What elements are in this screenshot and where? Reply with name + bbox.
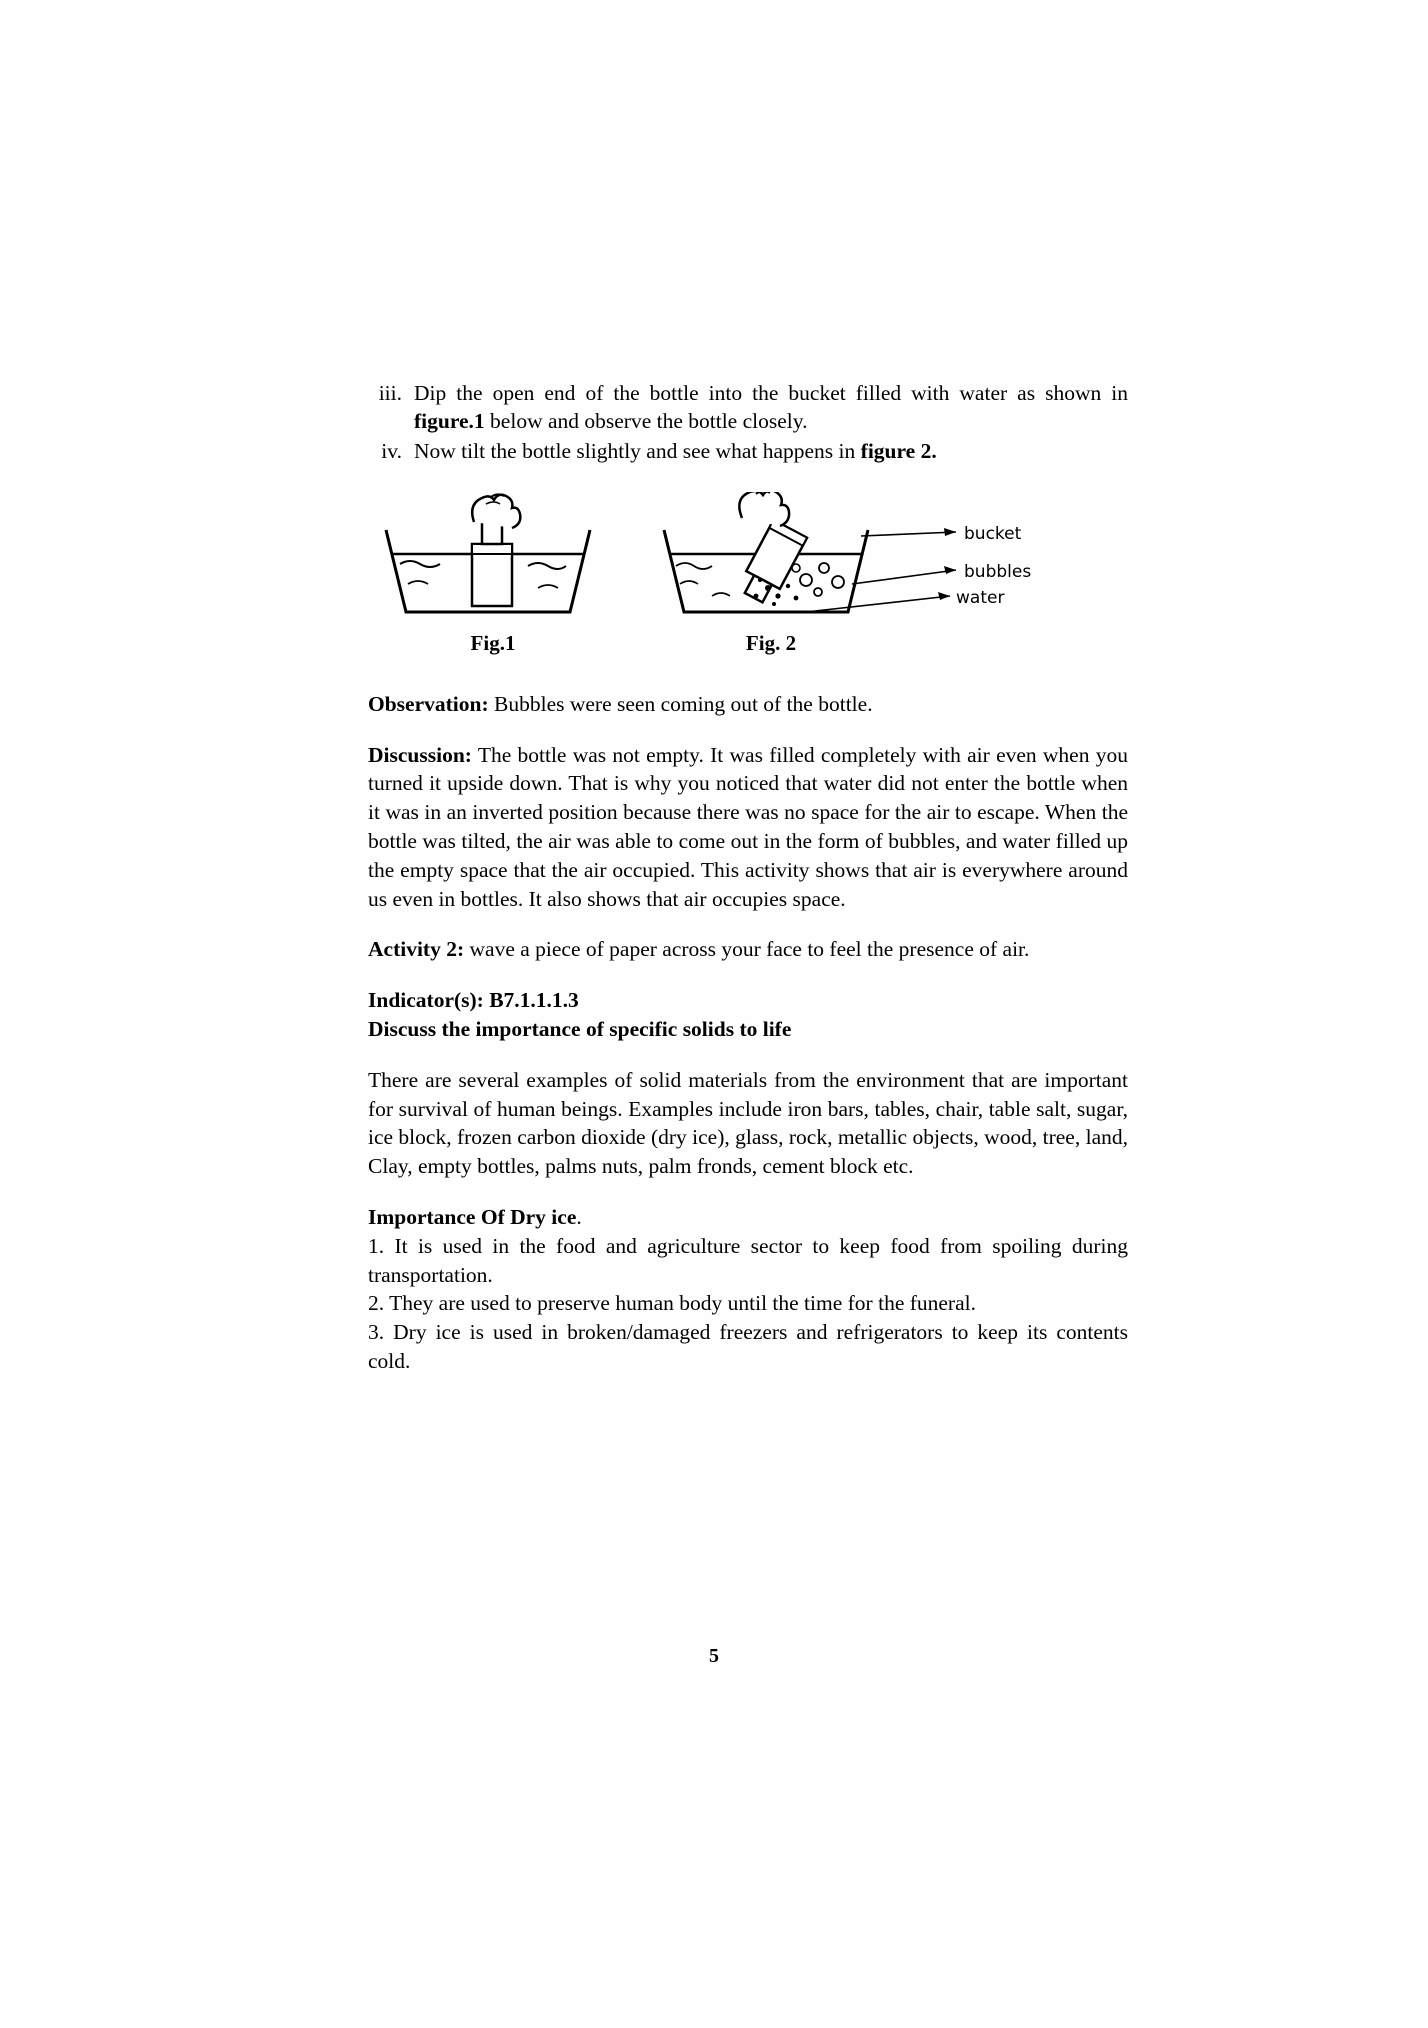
observation-label: Observation: (368, 691, 489, 716)
discussion-text: The bottle was not empty. It was filled completely with air even when you turned it upside down. That is why you noticed that water did not enter the bottle when it was in an inverted position because there was no space for the air to escape. When the bottle was tilted, the air was able to come out in the form of bubbles, and water filled up the empty space that the air occupied. This activity shows that air is everywhere around us even in bottles. It also shows that air occupies space. (368, 742, 1128, 911)
dry-ice-point-2: 2. They are used to preserve human body until the time for the funeral. (368, 1291, 976, 1316)
callout-label-bucket: bucket (964, 523, 1022, 544)
step-emphasis-figure1: figure.1 (414, 408, 485, 433)
discussion-label: Discussion: (368, 742, 472, 767)
discussion-paragraph (368, 741, 1128, 914)
list-item (368, 380, 1128, 436)
indicator-code: Indicator(s): B7.1.1.1.3 (368, 988, 579, 1013)
indicator-line-1 (368, 986, 1128, 1015)
instruction-list (368, 380, 1128, 466)
callout-label-bubbles: bubbles (964, 561, 1032, 582)
list-item (368, 438, 1128, 466)
figure-1-illustration (378, 492, 608, 622)
solids-paragraph: There are several examples of solid materials from the environment that are important for survival of human beings. Examples include iron bars, tables, chair, table salt, sugar, ice block, frozen carbon dioxide (dry ice), glass, rock, metallic objects, wood, tree, land, Clay, empty bottles, palms nuts, palm fronds, cement block etc. (368, 1067, 1128, 1179)
indicator-line-2 (368, 1015, 1128, 1044)
figure-1-caption: Fig.1 (470, 630, 516, 655)
figure-group (368, 492, 1128, 672)
observation-text: Bubbles were seen coming out of the bottle. (488, 691, 873, 716)
activity-2-paragraph (368, 935, 1128, 964)
figure-1 (378, 492, 618, 656)
step-text-b: below and observe the bottle closely. (484, 408, 808, 433)
step-emphasis-figure2: figure 2. (860, 438, 937, 463)
indicator-title: Discuss the importance of specific solids to life (368, 1016, 792, 1041)
list-item-text (414, 438, 1128, 466)
page-content (368, 380, 1128, 1376)
dry-ice-heading-period: . (576, 1204, 582, 1229)
figure-2-illustration (656, 492, 1076, 622)
step-text-c: Now tilt the bottle slightly and see what happens in (414, 438, 861, 463)
list-item-text (414, 380, 1128, 436)
step-text-a: Dip the open end of the bottle into the bucket filled with water as shown in (414, 381, 1128, 405)
list-marker: iii. (378, 381, 402, 405)
list-marker: iv. (381, 438, 402, 463)
callout-label-water: water (956, 587, 1005, 608)
activity-2-label: Activity 2: (368, 937, 465, 962)
dry-ice-point-1: 1. It is used in the food and agriculture sector to keep food from spoiling during transportation. (368, 1233, 1128, 1287)
page-number: 5 (709, 1645, 719, 1667)
dry-ice-point-3: 3. Dry ice is used in broken/damaged freezers and refrigerators to keep its contents cold. (368, 1320, 1128, 1373)
dry-ice-heading (368, 1203, 1128, 1232)
observation-paragraph (368, 690, 1128, 719)
dry-ice-heading-bold: Importance Of Dry ice (368, 1204, 577, 1229)
figure-2-caption: Fig. 2 (745, 630, 797, 655)
activity-2-text: wave a piece of paper across your face to feel the presence of air. (464, 937, 1030, 962)
figure-2 (656, 492, 1086, 656)
